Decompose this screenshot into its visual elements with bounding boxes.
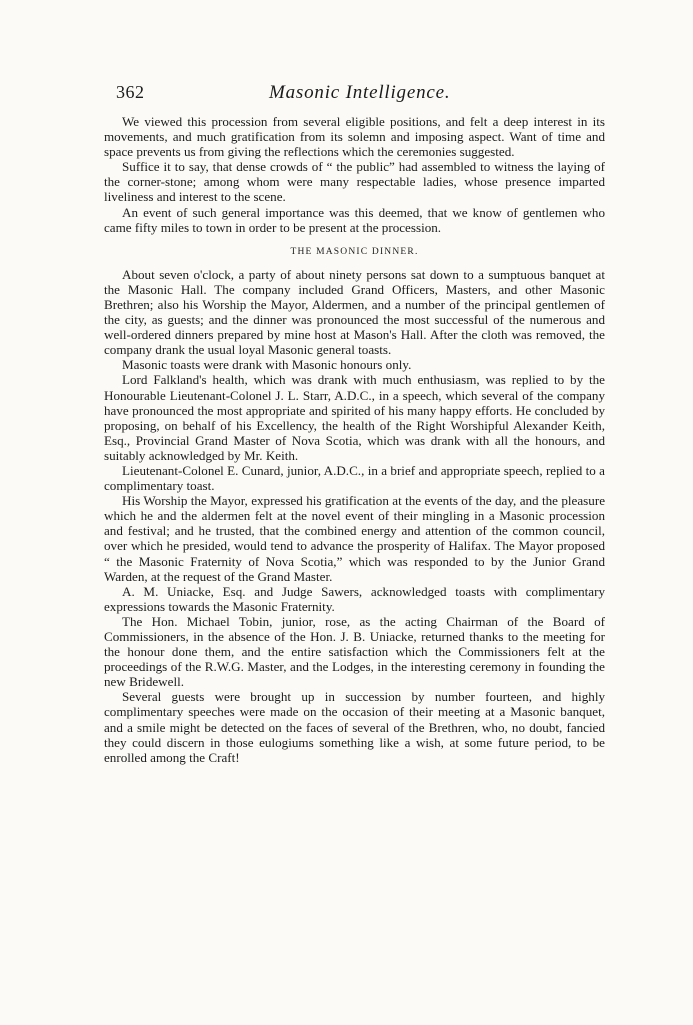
paragraph-mayor: His Worship the Mayor, expressed his gratification at the events of the day, and the pleasure which he and the aldermen felt at the novel event of their mingling in a Masonic procession and festival; and he trusted, that the combined energy and attention of the common council, over which he presided, would tend to advance the prosperity of Halifax. The Mayor proposed “ the Masonic Fraternity of Nova Scotia,” which was responded to by the Junior Grand Warden, at the request of the Grand Master. <box>104 493 605 584</box>
running-head <box>104 82 605 114</box>
section-heading-masonic-dinner: THE MASONIC DINNER. <box>290 246 419 257</box>
page-number: 362 <box>116 82 145 102</box>
procession-section <box>104 114 605 235</box>
paragraph-tobin: The Hon. Michael Tobin, junior, rose, as the acting Chairman of the Board of Commissioners, in the absence of the Hon. J. B. Uniacke, returned thanks to the meeting for the honour done them, and the entire satisfaction which the Commissioners felt at the proceedings of the R.W.G. Master, and the Lodges, in the interesting ceremony in founding the new Bridewell. <box>104 613 605 690</box>
paragraph-masonic-toasts: Masonic toasts were drank with Masonic honours only. <box>122 357 412 373</box>
paragraph-banquet: About seven o'clock, a party of about ninety persons sat down to a sumptuous banquet at the Masonic Hall. The company included Grand Officers, Masters, and other Masonic Brethren; also his Worship the Mayor, Aldermen, and a number of the principal gentlemen of the city, as guests; and the dinner was pronounced the most successful of the numerous and well-ordered dinners prepared by mine host at Mason's Hall. After the cloth was removed, the company drank the usual loyal Masonic general toasts. <box>104 266 605 358</box>
paragraph-lord-falkland: Lord Falkland's health, which was drank with much enthusiasm, was replied to by the Honourable Lieutenant-Colonel J. L. Starr, A.D.C., in a speech, which several of the company have pronounced the most appropriate and spirited of his many happy efforts. He concluded by proposing, on behalf of his Excellency, the health of the Right Worshipful Alexander Keith, Esq., Provincial Grand Master of Nova Scotia, which was drank with all the honours, and suitably acknowledged by Mr. Keith. <box>104 372 605 463</box>
paragraph-event-importance: An event of such general importance was this deemed, that we know of gentlemen who came fifty miles to town in order to be present at the procession. <box>104 204 605 235</box>
dinner-section <box>104 267 605 765</box>
paragraph-crowds: Suffice it to say, that dense crowds of “ the public” had assembled to witness the laying of the corner-stone; among whom were many respectable ladies, whose presence imparted liveliness and interest to the scene. <box>104 159 605 205</box>
paragraph-guests: Several guests were brought up in succession by number fourteen, and highly complimentary speeches were made on the occasion of their meeting at a Masonic banquet, and a smile might be detected on the faces of several of the Brethren, who, no doubt, fancied they could discern in those eulogiums something like a wish, at some future period, to be enrolled among the Craft! <box>104 689 605 765</box>
paragraph-procession-view: We viewed this procession from several eligible positions, and felt a deep interest in its movements, and much gratification from its solemn and imposing aspect. Want of time and space prevents us from giving the reflections which the ceremonies suggested. <box>104 114 605 160</box>
journal-title: Masonic Intelligence. <box>269 82 451 103</box>
paragraph-cunard: Lieutenant-Colonel E. Cunard, junior, A.D.C., in a brief and appropriate speech, replied to a complimentary toast. <box>104 462 605 494</box>
paragraph-uniacke-sawers: A. M. Uniacke, Esq. and Judge Sawers, acknowledged toasts with complimentary expressions towards the Masonic Fraternity. <box>104 583 605 614</box>
